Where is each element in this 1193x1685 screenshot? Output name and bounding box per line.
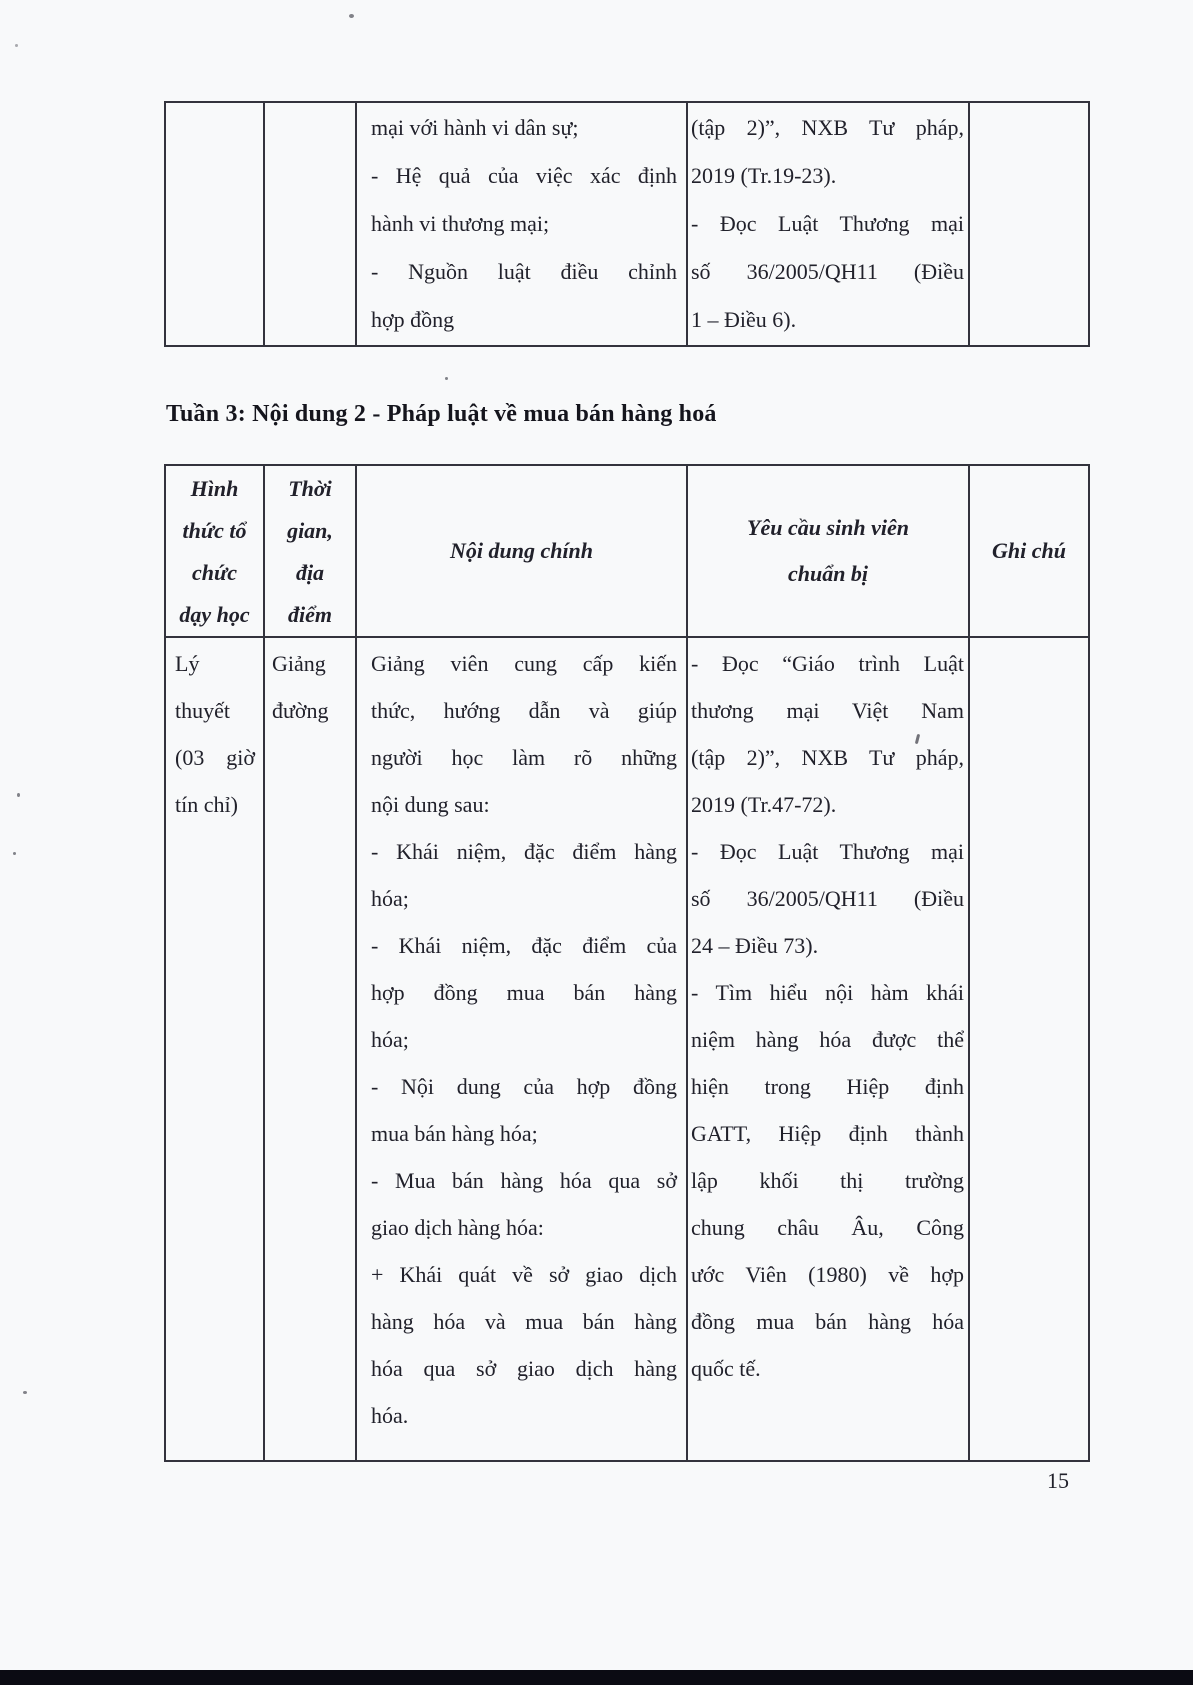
header-organization xyxy=(166,466,265,638)
scan-speck xyxy=(349,14,354,18)
scan-speck xyxy=(13,852,16,855)
text-line: hóa; xyxy=(371,886,409,911)
text-line: hóa. xyxy=(371,1403,409,1428)
text-line: gian, xyxy=(287,518,333,543)
continuation-cell-organization xyxy=(166,103,265,345)
text-line: - Nội dung của hợp đồng xyxy=(371,1074,677,1099)
text-line: 2019 (Tr.47-72). xyxy=(691,792,837,817)
text-line: - Tìm hiểu nội hàm khái xyxy=(691,980,964,1005)
text-line: chuẩn bị xyxy=(787,561,869,586)
week3-schedule-table xyxy=(164,464,1090,1462)
text-line: - Nguồn luật điều chỉnh xyxy=(371,259,677,284)
text-line: thức tổ xyxy=(182,518,247,543)
text-line: 1 – Điều 6). xyxy=(691,307,797,332)
text-line: đường xyxy=(272,698,329,723)
text-line: Thời xyxy=(288,476,332,501)
text-line: (03 giờ xyxy=(175,745,255,770)
continuation-cell-student-prep xyxy=(688,103,970,345)
continuation-cell-main-content xyxy=(357,103,688,345)
text-line: điểm xyxy=(288,602,332,627)
row-cell-student-prep xyxy=(688,638,970,1460)
scan-speck xyxy=(17,793,20,797)
text-line: thương mại Việt Nam xyxy=(691,698,964,723)
text-line: (tập 2)”, NXB Tư pháp, xyxy=(691,745,964,770)
scan-speck xyxy=(15,44,18,47)
text-line: quốc tế. xyxy=(691,1356,761,1381)
text-line: (tập 2)”, NXB Tư pháp, xyxy=(691,115,964,140)
text-line: dạy học xyxy=(179,602,250,627)
row-cell-time-place xyxy=(265,638,357,1460)
text-line: - Đọc Luật Thương mại xyxy=(691,211,964,236)
text-line: hợp đồng xyxy=(371,307,455,332)
header-student-prep xyxy=(688,466,970,638)
text-line: 2019 (Tr.19-23). xyxy=(691,163,837,188)
text-line: số 36/2005/QH11 (Điều xyxy=(691,259,964,284)
header-main-content xyxy=(357,466,688,638)
text-line: nội dung sau: xyxy=(371,792,490,817)
text-line: - Khái niệm, đặc điểm hàng xyxy=(371,839,677,864)
header-time-place xyxy=(265,466,357,638)
text-line: tín chỉ) xyxy=(175,792,238,817)
continuation-cell-time-place xyxy=(265,103,357,345)
text-line: 24 – Điều 73). xyxy=(691,933,819,958)
scan-edge-bar xyxy=(0,1670,1193,1685)
text-line: - Khái niệm, đặc điểm của xyxy=(371,933,677,958)
text-line: + Khái quát về sở giao dịch xyxy=(371,1262,677,1287)
header-notes-label: Ghi chú xyxy=(992,538,1066,563)
text-line: Yêu cầu sinh viên xyxy=(747,515,909,540)
text-line: lập khối thị trường xyxy=(691,1168,964,1193)
text-line: thuyết xyxy=(175,698,230,723)
text-line: giao dịch hàng hóa: xyxy=(371,1215,544,1240)
continuation-table xyxy=(164,101,1090,347)
row-cell-notes xyxy=(970,638,1088,1460)
text-line: niệm hàng hóa được thể xyxy=(691,1027,964,1052)
text-line: GATT, Hiệp định thành xyxy=(691,1121,964,1146)
text-line: - Đọc “Giáo trình Luật xyxy=(691,651,964,676)
scan-speck xyxy=(445,377,448,380)
row-cell-main-content xyxy=(357,638,688,1460)
text-line: chức xyxy=(192,560,237,585)
text-line: người học làm rõ những xyxy=(371,745,677,770)
text-line: mại với hành vi dân sự; xyxy=(371,115,579,140)
text-line: Giảng viên cung cấp kiến xyxy=(371,651,677,676)
text-line: hợp đồng mua bán hàng xyxy=(371,980,677,1005)
text-line: hiện trong Hiệp định xyxy=(691,1074,964,1099)
text-line: - Đọc Luật Thương mại xyxy=(691,839,964,864)
text-line: số 36/2005/QH11 (Điều xyxy=(691,886,964,911)
text-line: Giảng xyxy=(272,651,326,676)
text-line: địa xyxy=(295,560,325,585)
row-cell-organization xyxy=(166,638,265,1460)
text-line: hành vi thương mại; xyxy=(371,211,550,236)
text-line: hóa; xyxy=(371,1027,409,1052)
text-line: - Hệ quả của việc xác định xyxy=(371,163,677,188)
text-line: hóa qua sở giao dịch hàng xyxy=(371,1356,677,1381)
text-line: - Mua bán hàng hóa qua sở xyxy=(371,1168,677,1193)
text-line: mua bán hàng hóa; xyxy=(371,1121,538,1146)
continuation-cell-notes xyxy=(970,103,1088,345)
text-line: hàng hóa và mua bán hàng xyxy=(371,1309,677,1334)
text-line: ước Viên (1980) về hợp xyxy=(691,1262,964,1287)
text-line: chung châu Âu, Công xyxy=(691,1215,964,1240)
scan-speck xyxy=(23,1391,27,1394)
text-line: Lý xyxy=(175,651,200,676)
text-line: đồng mua bán hàng hóa xyxy=(691,1309,964,1334)
text-line: Hình xyxy=(190,476,239,501)
text-line: thức, hướng dẫn và giúp xyxy=(371,698,677,723)
header-notes xyxy=(970,466,1088,638)
page-number: 15 xyxy=(1047,1468,1069,1493)
section-heading: Tuần 3: Nội dung 2 - Pháp luật về mua bán hàng hoá xyxy=(166,401,717,427)
header-main-content-label: Nội dung chính xyxy=(449,538,594,563)
